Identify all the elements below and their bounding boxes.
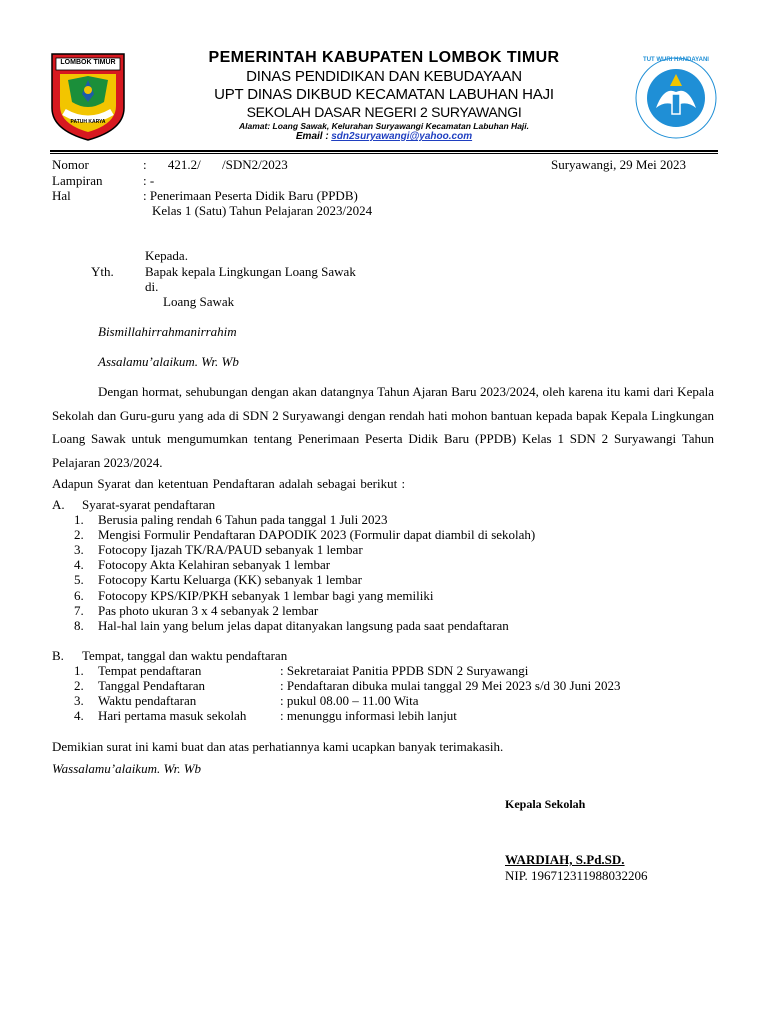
left-logo-bottom-text: PATUH KARYA [70, 119, 106, 125]
lampiran-value: : - [143, 173, 155, 188]
section-b-item-label: Waktu pendaftaran [98, 693, 197, 709]
section-a-item-number: 1. [74, 512, 84, 527]
letterhead-rule-thick [50, 150, 718, 152]
letterhead-address: Alamat: Loang Sawak, Kelurahan Suryawangi Kecamatan Labuhan Haji. [238, 121, 530, 131]
section-a-item-number: 6. [74, 587, 84, 603]
body-paragraph: Dengan hormat, sehubungan dengan akan datangnya Tahun Ajaran Baru 2023/2024, oleh karena itu kami dari Kepala Sekolah dan Guru-guru yang ada di SDN 2 Suryawangi dengan rendah hati mohon bantuan kepada bapak Kepala Lingkungan Loang Sawak untuk mengumumkan tentang Penerimaan Peserta Didik Baru (PPDB) Kelas 1 SDN 2 Suryawangi Tahun Pelajaran 2023/2024. [52, 384, 714, 470]
recipient-kepada: Kepada. [145, 248, 188, 263]
salam-closing: Wassalamu’alaikum. Wr. Wb [52, 761, 202, 776]
nomor-label: Nomor [52, 157, 89, 172]
hal-value-1: : Penerimaan Peserta Didik Baru (PPDB) [143, 188, 358, 203]
section-b-item-label: Hari pertama masuk sekolah [98, 708, 247, 724]
section-b-item-value: : menunggu informasi lebih lanjut [280, 708, 457, 724]
section-a-item-number: 5. [74, 572, 84, 588]
section-a-item-text: Mengisi Formulir Pendaftaran DAPODIK 2023 (Formulir dapat diambil di sekolah) [98, 527, 536, 543]
section-b-item-value: : Sekretaraiat Panitia PPDB SDN 2 Suryawangi [280, 663, 529, 678]
section-b-item-number: 2. [74, 678, 84, 694]
recipient-place: Loang Sawak [163, 294, 235, 309]
email-label: Email : [295, 131, 329, 142]
section-b-item-number: 1. [74, 663, 84, 678]
letterhead-email-line [0, 131, 768, 142]
section-a-item-text: Berusia paling rendah 6 Tahun pada tanggal 1 Juli 2023 [98, 512, 388, 527]
nomor-value: : 421.2/ /SDN2/2023 [143, 157, 288, 172]
section-a-item-text: Pas photo ukuran 3 x 4 sebanyak 2 lembar [98, 602, 319, 618]
lampiran-label: Lampiran [52, 173, 103, 188]
signature-title: Kepala Sekolah [505, 797, 586, 811]
section-a-letter: A. [52, 497, 65, 512]
section-a-title: Syarat-syarat pendaftaran [82, 497, 216, 512]
bismillah: Bismillahirrahmanirrahim [98, 324, 237, 339]
recipient-yth: Yth. [91, 264, 114, 279]
section-b-letter: B. [52, 648, 64, 663]
recipient-di: di. [145, 279, 159, 294]
place-date: Suryawangi, 29 Mei 2023 [551, 157, 687, 172]
letterhead-line-4: SEKOLAH DASAR NEGERI 2 SURYAWANGI [246, 104, 522, 120]
letterhead-line-2: DINAS PENDIDIKAN DAN KEBUDAYAAN [246, 68, 522, 85]
section-a-item-number: 2. [74, 527, 84, 543]
section-a-item-number: 8. [74, 617, 84, 633]
recipient-name: Bapak kepala Lingkungan Loang Sawak [145, 264, 356, 279]
left-logo-top-text: LOMBOK TIMUR [60, 59, 116, 66]
section-a-item-number: 7. [74, 602, 84, 618]
section-b-item-label: Tempat pendaftaran [98, 663, 202, 678]
letterhead-line-1: PEMERINTAH KABUPATEN LOMBOK TIMUR [208, 49, 560, 66]
section-b-item-label: Tanggal Pendaftaran [98, 678, 206, 694]
signature-nip: NIP. 196712311988032206 [505, 868, 648, 883]
section-a-item-number: 4. [74, 557, 84, 573]
email-link[interactable]: sdn2suryawangi@yahoo.com [331, 131, 473, 142]
salam-opening: Assalamu’alaikum. Wr. Wb [98, 354, 239, 369]
section-a-item-text: Fotocopy KPS/KIP/PKH sebanyak 1 lembar bagi yang memiliki [98, 587, 434, 603]
letterhead-rule-thin [50, 153, 718, 154]
section-b-item-number: 4. [74, 708, 84, 724]
right-logo-text: TUT WURI HANDAYANI [643, 57, 709, 63]
section-b-item-number: 3. [74, 693, 84, 709]
letterhead-line-3: UPT DINAS DIKBUD KECAMATAN LABUHAN HAJI [214, 86, 554, 103]
hal-value-2: Kelas 1 (Satu) Tahun Pelajaran 2023/2024 [152, 203, 373, 218]
hal-label: Hal [52, 188, 71, 203]
section-a-item-text: Fotocopy Ijazah TK/RA/PAUD sebanyak 1 lembar [98, 542, 363, 558]
section-b-title: Tempat, tanggal dan waktu pendaftaran [82, 648, 288, 663]
section-a-item-text: Hal-hal lain yang belum jelas dapat ditanyakan langsung pada saat pendaftaran [98, 617, 509, 633]
section-a-item-text: Fotocopy Akta Kelahiran sebanyak 1 lembar [98, 557, 331, 573]
section-b-item-value: : pukul 08.00 – 11.00 Wita [280, 693, 419, 709]
signature-name: WARDIAH, S.Pd.SD. [505, 852, 625, 867]
section-a-item-number: 3. [74, 542, 84, 558]
section-b-item-value: : Pendaftaran dibuka mulai tanggal 29 Mei 2023 s/d 30 Juni 2023 [280, 678, 621, 694]
body-intro: Adapun Syarat dan ketentuan Pendaftaran adalah sebagai berikut : [52, 476, 406, 491]
closing-text: Demikian surat ini kami buat dan atas perhatiannya kami ucapkan banyak terimakasih. [52, 739, 504, 754]
section-a-item-text: Fotocopy Kartu Keluarga (KK) sebanyak 1 lembar [98, 572, 363, 588]
